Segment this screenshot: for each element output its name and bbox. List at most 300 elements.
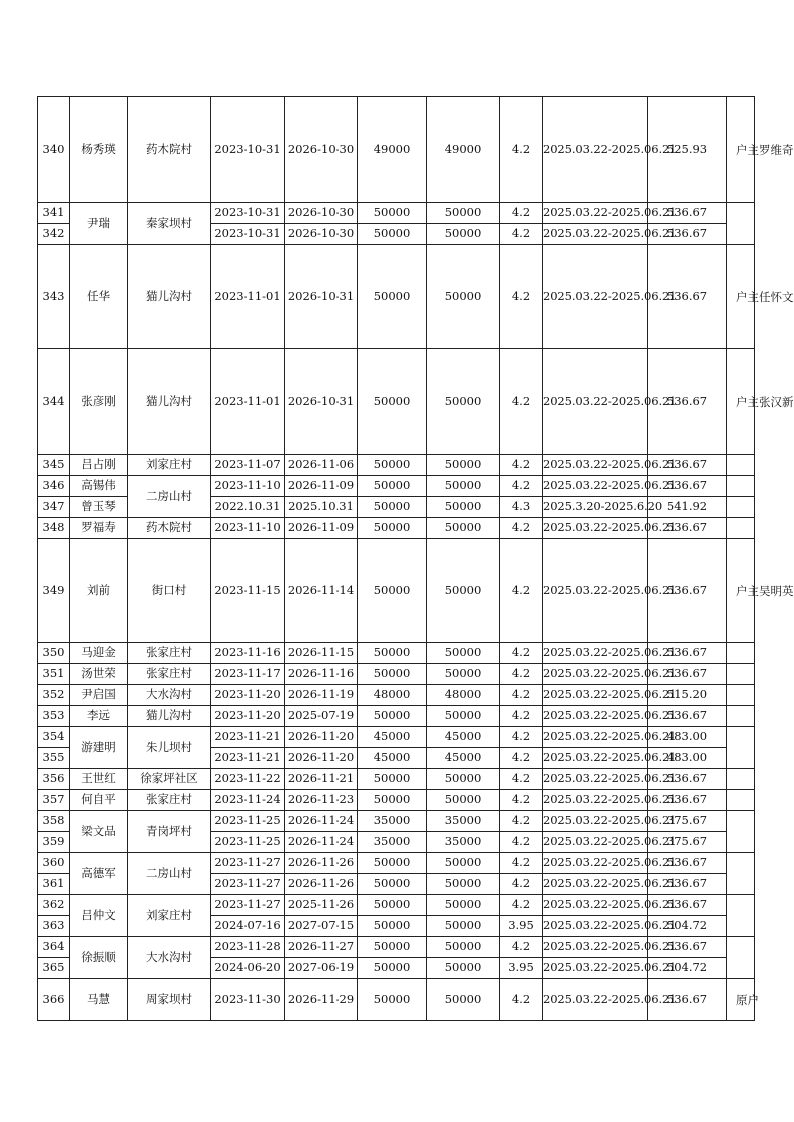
remark-text: 原户 xyxy=(736,992,759,1007)
interest-amount: 504.72 xyxy=(648,916,727,937)
interest-period: 2025.03.22-2025.06.21 xyxy=(543,455,648,476)
loan-amount: 50000 xyxy=(358,769,427,790)
loan-balance: 45000 xyxy=(427,748,500,769)
row-number: 354 xyxy=(38,727,70,748)
interest-amount: 483.00 xyxy=(648,727,727,748)
table-row xyxy=(38,853,755,874)
loan-balance: 49000 xyxy=(427,97,500,203)
loan-balance: 50000 xyxy=(427,958,500,979)
interest-amount: 536.67 xyxy=(648,874,727,895)
interest-amount: 536.67 xyxy=(648,203,727,224)
village: 张家庄村 xyxy=(128,664,211,685)
remark xyxy=(727,895,755,937)
table-row xyxy=(38,455,755,476)
loan-balance: 50000 xyxy=(427,455,500,476)
borrower-name: 尹启国 xyxy=(70,685,128,706)
end-date: 2026-11-24 xyxy=(285,832,358,853)
start-date: 2023-11-25 xyxy=(211,811,285,832)
loan-balance: 45000 xyxy=(427,727,500,748)
interest-period: 2025.03.22-2025.06.21 xyxy=(543,706,648,727)
interest-rate: 4.2 xyxy=(500,643,543,664)
table-row xyxy=(38,664,755,685)
loan-balance: 50000 xyxy=(427,916,500,937)
interest-period: 2025.03.22-2025.06.21 xyxy=(543,224,648,245)
table-row xyxy=(38,937,755,958)
loan-amount: 50000 xyxy=(358,853,427,874)
end-date: 2026-11-20 xyxy=(285,727,358,748)
loan-amount: 50000 xyxy=(358,790,427,811)
table-row xyxy=(38,349,755,455)
loan-balance: 50000 xyxy=(427,643,500,664)
interest-rate: 4.2 xyxy=(500,664,543,685)
interest-rate: 3.95 xyxy=(500,958,543,979)
loan-balance: 35000 xyxy=(427,811,500,832)
interest-rate: 3.95 xyxy=(500,916,543,937)
loan-amount: 50000 xyxy=(358,539,427,643)
borrower-name: 梁文品 xyxy=(70,811,128,853)
remark xyxy=(727,706,755,727)
loan-table xyxy=(37,96,794,1021)
loan-amount: 50000 xyxy=(358,455,427,476)
loan-balance: 50000 xyxy=(427,539,500,643)
start-date: 2023-11-21 xyxy=(211,748,285,769)
interest-period: 2025.03.22-2025.06.21 xyxy=(543,958,648,979)
end-date: 2026-11-26 xyxy=(285,874,358,895)
borrower-name: 吕占刚 xyxy=(70,455,128,476)
start-date: 2023-11-01 xyxy=(211,245,285,349)
interest-period: 2025.03.22-2025.06.21 xyxy=(543,539,648,643)
row-number: 357 xyxy=(38,790,70,811)
remark xyxy=(727,245,794,349)
remark-text: 户主罗维奇 xyxy=(736,142,794,157)
loan-balance: 50000 xyxy=(427,874,500,895)
interest-amount: 536.67 xyxy=(648,664,727,685)
end-date: 2025-07-19 xyxy=(285,706,358,727)
interest-rate: 4.2 xyxy=(500,455,543,476)
row-number: 366 xyxy=(38,979,70,1021)
end-date: 2026-11-20 xyxy=(285,748,358,769)
remark xyxy=(727,476,755,497)
interest-rate: 4.2 xyxy=(500,203,543,224)
interest-rate: 4.2 xyxy=(500,349,543,455)
start-date: 2023-11-27 xyxy=(211,895,285,916)
village: 大水沟村 xyxy=(128,937,211,979)
borrower-name: 马慧 xyxy=(70,979,128,1021)
end-date: 2026-10-30 xyxy=(285,224,358,245)
interest-rate: 4.2 xyxy=(500,518,543,539)
remark xyxy=(727,455,755,476)
table-row xyxy=(38,979,755,1021)
borrower-name: 徐振顺 xyxy=(70,937,128,979)
interest-rate: 4.2 xyxy=(500,937,543,958)
loan-amount: 50000 xyxy=(358,349,427,455)
loan-amount: 50000 xyxy=(358,874,427,895)
interest-rate: 4.2 xyxy=(500,706,543,727)
interest-period: 2025.03.22-2025.06.21 xyxy=(543,476,648,497)
end-date: 2025.10.31 xyxy=(285,497,358,518)
interest-amount: 536.67 xyxy=(648,455,727,476)
interest-amount: 536.67 xyxy=(648,937,727,958)
village: 朱儿坝村 xyxy=(128,727,211,769)
table-row xyxy=(38,97,755,203)
borrower-name: 尹瑞 xyxy=(70,203,128,245)
end-date: 2026-10-30 xyxy=(285,97,358,203)
interest-amount: 541.92 xyxy=(648,497,727,518)
start-date: 2023-11-10 xyxy=(211,476,285,497)
village: 街口村 xyxy=(128,539,211,643)
table-row xyxy=(38,685,755,706)
loan-amount: 50000 xyxy=(358,245,427,349)
borrower-name: 罗福寿 xyxy=(70,518,128,539)
loan-balance: 50000 xyxy=(427,664,500,685)
interest-rate: 4.2 xyxy=(500,539,543,643)
table-row xyxy=(38,203,755,224)
row-number: 364 xyxy=(38,937,70,958)
interest-rate: 4.2 xyxy=(500,748,543,769)
end-date: 2025-11-26 xyxy=(285,895,358,916)
village: 刘家庄村 xyxy=(128,895,211,937)
remark xyxy=(727,643,755,664)
start-date: 2023-11-27 xyxy=(211,874,285,895)
interest-amount: 536.67 xyxy=(648,349,727,455)
borrower-name: 何自平 xyxy=(70,790,128,811)
interest-rate: 4.2 xyxy=(500,979,543,1021)
interest-amount: 375.67 xyxy=(648,811,727,832)
row-number: 355 xyxy=(38,748,70,769)
borrower-name: 马迎金 xyxy=(70,643,128,664)
interest-period: 2025.03.22-2025.06.21 xyxy=(543,874,648,895)
start-date: 2023-10-31 xyxy=(211,203,285,224)
loan-amount: 50000 xyxy=(358,518,427,539)
interest-period: 2025.03.22-2025.06.21 xyxy=(543,643,648,664)
interest-period: 2025.03.22-2025.06.21 xyxy=(543,979,648,1021)
row-number: 351 xyxy=(38,664,70,685)
interest-period: 2025.03.22-2025.06.21 xyxy=(543,832,648,853)
borrower-name: 游建明 xyxy=(70,727,128,769)
village: 猫儿沟村 xyxy=(128,245,211,349)
village: 猫儿沟村 xyxy=(128,349,211,455)
row-number: 352 xyxy=(38,685,70,706)
end-date: 2026-11-24 xyxy=(285,811,358,832)
loan-balance: 50000 xyxy=(427,853,500,874)
interest-amount: 504.72 xyxy=(648,958,727,979)
row-number: 361 xyxy=(38,874,70,895)
village: 药木院村 xyxy=(128,518,211,539)
loan-balance: 50000 xyxy=(427,706,500,727)
village: 徐家坪社区 xyxy=(128,769,211,790)
start-date: 2023-11-15 xyxy=(211,539,285,643)
table-row xyxy=(38,811,755,832)
start-date: 2023-11-16 xyxy=(211,643,285,664)
loan-amount: 50000 xyxy=(358,958,427,979)
interest-period: 2025.03.22-2025.06.21 xyxy=(543,727,648,748)
loan-amount: 50000 xyxy=(358,664,427,685)
end-date: 2026-10-30 xyxy=(285,203,358,224)
village: 张家庄村 xyxy=(128,790,211,811)
start-date: 2023-11-30 xyxy=(211,979,285,1021)
remark xyxy=(727,518,755,539)
interest-rate: 4.2 xyxy=(500,832,543,853)
end-date: 2026-11-15 xyxy=(285,643,358,664)
loan-balance: 35000 xyxy=(427,832,500,853)
remark xyxy=(727,790,755,811)
row-number: 350 xyxy=(38,643,70,664)
start-date: 2023-11-20 xyxy=(211,706,285,727)
loan-balance: 50000 xyxy=(427,497,500,518)
end-date: 2026-11-14 xyxy=(285,539,358,643)
interest-amount: 525.93 xyxy=(648,97,727,203)
interest-amount: 515.20 xyxy=(648,685,727,706)
start-date: 2023-11-10 xyxy=(211,518,285,539)
borrower-name: 曾玉琴 xyxy=(70,497,128,518)
interest-rate: 4.2 xyxy=(500,811,543,832)
start-date: 2024-06-20 xyxy=(211,958,285,979)
interest-period: 2025.03.22-2025.06.21 xyxy=(543,518,648,539)
row-number: 345 xyxy=(38,455,70,476)
start-date: 2023-11-07 xyxy=(211,455,285,476)
borrower-name: 汤世荣 xyxy=(70,664,128,685)
remark xyxy=(727,664,755,685)
start-date: 2023-11-27 xyxy=(211,853,285,874)
interest-rate: 4.2 xyxy=(500,769,543,790)
borrower-name: 吕仲文 xyxy=(70,895,128,937)
borrower-name: 杨秀瑛 xyxy=(70,97,128,203)
end-date: 2026-11-29 xyxy=(285,979,358,1021)
interest-amount: 536.67 xyxy=(648,769,727,790)
row-number: 346 xyxy=(38,476,70,497)
end-date: 2026-11-16 xyxy=(285,664,358,685)
village: 秦家坝村 xyxy=(128,203,211,245)
loan-balance: 50000 xyxy=(427,245,500,349)
borrower-name: 刘前 xyxy=(70,539,128,643)
interest-amount: 536.67 xyxy=(648,476,727,497)
interest-period: 2025.03.22-2025.06.21 xyxy=(543,895,648,916)
interest-amount: 536.67 xyxy=(648,979,727,1021)
table-row xyxy=(38,643,755,664)
village: 二房山村 xyxy=(128,476,211,518)
start-date: 2023-11-24 xyxy=(211,790,285,811)
start-date: 2023-11-01 xyxy=(211,349,285,455)
loan-amount: 35000 xyxy=(358,811,427,832)
interest-amount: 536.67 xyxy=(648,643,727,664)
interest-period: 2025.03.22-2025.06.21 xyxy=(543,811,648,832)
interest-period: 2025.03.22-2025.06.21 xyxy=(543,349,648,455)
interest-rate: 4.2 xyxy=(500,874,543,895)
interest-amount: 536.67 xyxy=(648,245,727,349)
interest-amount: 536.67 xyxy=(648,790,727,811)
row-number: 344 xyxy=(38,349,70,455)
interest-period: 2025.03.22-2025.06.21 xyxy=(543,790,648,811)
loan-balance: 50000 xyxy=(427,203,500,224)
row-number: 358 xyxy=(38,811,70,832)
loan-balance: 50000 xyxy=(427,790,500,811)
remark xyxy=(727,811,755,853)
interest-amount: 536.67 xyxy=(648,895,727,916)
table-row xyxy=(38,476,755,497)
start-date: 2023-11-21 xyxy=(211,727,285,748)
row-number: 362 xyxy=(38,895,70,916)
village: 张家庄村 xyxy=(128,643,211,664)
end-date: 2026-11-26 xyxy=(285,853,358,874)
row-number: 363 xyxy=(38,916,70,937)
interest-period: 2025.03.22-2025.06.21 xyxy=(543,748,648,769)
village: 二房山村 xyxy=(128,853,211,895)
remark xyxy=(727,937,755,979)
interest-period: 2025.3.20-2025.6.20 xyxy=(543,497,648,518)
interest-period: 2025.03.22-2025.06.21 xyxy=(543,245,648,349)
borrower-name: 任华 xyxy=(70,245,128,349)
start-date: 2023-11-20 xyxy=(211,685,285,706)
interest-amount: 375.67 xyxy=(648,832,727,853)
interest-rate: 4.2 xyxy=(500,895,543,916)
loan-balance: 50000 xyxy=(427,769,500,790)
loan-amount: 50000 xyxy=(358,203,427,224)
row-number: 343 xyxy=(38,245,70,349)
start-date: 2023-11-17 xyxy=(211,664,285,685)
loan-amount: 49000 xyxy=(358,97,427,203)
end-date: 2026-10-31 xyxy=(285,245,358,349)
interest-amount: 536.67 xyxy=(648,706,727,727)
interest-rate: 4.2 xyxy=(500,790,543,811)
table-row xyxy=(38,245,755,349)
start-date: 2023-10-31 xyxy=(211,224,285,245)
loan-amount: 48000 xyxy=(358,685,427,706)
remark-text: 户主任怀文 xyxy=(736,289,794,304)
row-number: 353 xyxy=(38,706,70,727)
loan-amount: 50000 xyxy=(358,706,427,727)
loan-amount: 50000 xyxy=(358,937,427,958)
loan-balance: 50000 xyxy=(427,518,500,539)
interest-rate: 4.2 xyxy=(500,224,543,245)
row-number: 356 xyxy=(38,769,70,790)
interest-amount: 483.00 xyxy=(648,748,727,769)
interest-amount: 536.67 xyxy=(648,224,727,245)
row-number: 340 xyxy=(38,97,70,203)
start-date: 2023-11-28 xyxy=(211,937,285,958)
start-date: 2023-10-31 xyxy=(211,97,285,203)
end-date: 2026-11-21 xyxy=(285,769,358,790)
remark xyxy=(727,853,755,895)
village: 大水沟村 xyxy=(128,685,211,706)
table-row xyxy=(38,790,755,811)
table-row xyxy=(38,518,755,539)
table-row xyxy=(38,727,755,748)
village: 猫儿沟村 xyxy=(128,706,211,727)
remark xyxy=(727,97,794,203)
interest-period: 2025.03.22-2025.06.21 xyxy=(543,685,648,706)
remark xyxy=(727,349,794,455)
interest-period: 2025.03.22-2025.06.21 xyxy=(543,916,648,937)
interest-rate: 4.2 xyxy=(500,476,543,497)
row-number: 347 xyxy=(38,497,70,518)
village: 青岗坪村 xyxy=(128,811,211,853)
start-date: 2023-11-25 xyxy=(211,832,285,853)
loan-balance: 50000 xyxy=(427,895,500,916)
interest-period: 2025.03.22-2025.06.21 xyxy=(543,203,648,224)
loan-balance: 50000 xyxy=(427,349,500,455)
loan-amount: 50000 xyxy=(358,979,427,1021)
interest-period: 2025.03.22-2025.06.21 xyxy=(543,769,648,790)
remark xyxy=(727,727,755,769)
row-number: 341 xyxy=(38,203,70,224)
remark-text: 户主吴明英 xyxy=(736,583,794,598)
row-number: 365 xyxy=(38,958,70,979)
loan-amount: 45000 xyxy=(358,748,427,769)
loan-amount: 50000 xyxy=(358,224,427,245)
interest-period: 2025.03.22-2025.06.21 xyxy=(543,937,648,958)
loan-amount: 50000 xyxy=(358,643,427,664)
end-date: 2026-11-19 xyxy=(285,685,358,706)
table-row xyxy=(38,895,755,916)
loan-balance: 50000 xyxy=(427,937,500,958)
borrower-name: 高锡伟 xyxy=(70,476,128,497)
loan-amount: 35000 xyxy=(358,832,427,853)
loan-amount: 50000 xyxy=(358,895,427,916)
end-date: 2026-11-09 xyxy=(285,476,358,497)
end-date: 2026-11-23 xyxy=(285,790,358,811)
interest-amount: 536.67 xyxy=(648,518,727,539)
end-date: 2027-07-15 xyxy=(285,916,358,937)
interest-period: 2025.03.22-2025.06.21 xyxy=(543,97,648,203)
remark xyxy=(727,979,759,1021)
interest-amount: 536.67 xyxy=(648,539,727,643)
loan-amount: 50000 xyxy=(358,476,427,497)
end-date: 2026-11-09 xyxy=(285,518,358,539)
loan-balance: 50000 xyxy=(427,476,500,497)
village: 药木院村 xyxy=(128,97,211,203)
row-number: 349 xyxy=(38,539,70,643)
remark xyxy=(727,539,794,643)
loan-amount: 45000 xyxy=(358,727,427,748)
loan-amount: 50000 xyxy=(358,916,427,937)
village: 刘家庄村 xyxy=(128,455,211,476)
row-number: 360 xyxy=(38,853,70,874)
remark xyxy=(727,685,755,706)
interest-rate: 4.2 xyxy=(500,727,543,748)
loan-balance: 50000 xyxy=(427,224,500,245)
remark xyxy=(727,497,755,518)
interest-period: 2025.03.22-2025.06.21 xyxy=(543,664,648,685)
table-row xyxy=(38,706,755,727)
end-date: 2027-06-19 xyxy=(285,958,358,979)
interest-period: 2025.03.22-2025.06.21 xyxy=(543,853,648,874)
remark-text: 户主张汉新 xyxy=(736,394,794,409)
interest-rate: 4.3 xyxy=(500,497,543,518)
table-row xyxy=(38,769,755,790)
interest-rate: 4.2 xyxy=(500,97,543,203)
loan-amount: 50000 xyxy=(358,497,427,518)
table-row xyxy=(38,539,755,643)
end-date: 2026-10-31 xyxy=(285,349,358,455)
row-number: 359 xyxy=(38,832,70,853)
interest-rate: 4.2 xyxy=(500,853,543,874)
loan-balance: 48000 xyxy=(427,685,500,706)
interest-amount: 536.67 xyxy=(648,853,727,874)
borrower-name: 高德军 xyxy=(70,853,128,895)
borrower-name: 李远 xyxy=(70,706,128,727)
row-number: 348 xyxy=(38,518,70,539)
start-date: 2024-07-16 xyxy=(211,916,285,937)
remark xyxy=(727,203,755,245)
end-date: 2026-11-06 xyxy=(285,455,358,476)
start-date: 2023-11-22 xyxy=(211,769,285,790)
end-date: 2026-11-27 xyxy=(285,937,358,958)
interest-rate: 4.2 xyxy=(500,245,543,349)
start-date: 2022.10.31 xyxy=(211,497,285,518)
row-number: 342 xyxy=(38,224,70,245)
remark xyxy=(727,769,755,790)
interest-rate: 4.2 xyxy=(500,685,543,706)
